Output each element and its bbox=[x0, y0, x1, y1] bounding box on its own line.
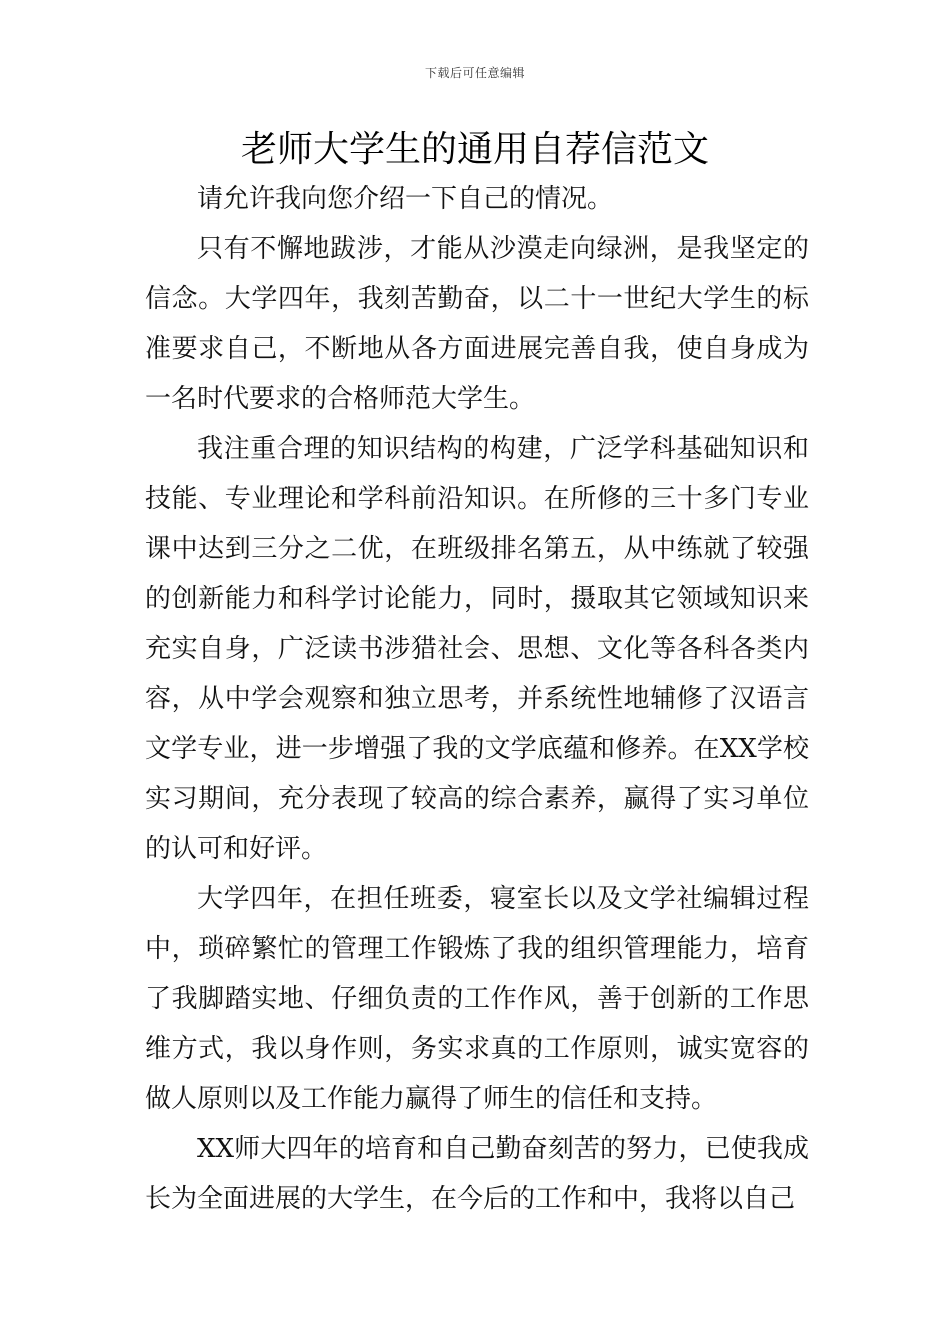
paragraph-knowledge: 我注重合理的知识结构的构建，广泛学科基础知识和技能、专业理论和学科前沿知识。在所修的三十多门专业课中达到三分之二优，在班级排名第五，从中练就了较强的创新能力和科学讨论能力，同时，摄取其它领域知识来充实自身，广泛读书涉猎社会、思想、文化等各科各类内容，从中学会观察和独立思考，并系统性地辅修了汉语言文学专业，进一步增强了我的文学底蕴和修养。在XX学校实习期间，充分表现了较高的综合素养，赢得了实习单位的认可和好评。 bbox=[145, 434, 809, 864]
document-title: 老师大学生的通用自荐信范文 bbox=[240, 129, 709, 170]
page-header-note: 下载后可任意编辑 bbox=[424, 66, 525, 80]
paragraph-experience: 大学四年，在担任班委，寝室长以及文学社编辑过程中，琐碎繁忙的管理工作锻炼了我的组织管理能力，培育了我脚踏实地、仔细负责的工作作风，善于创新的工作思维方式，我以身作则，务实求真的工作原则，诚实宽容的做人原则以及工作能力赢得了师生的信任和支持。 bbox=[145, 884, 809, 1114]
paragraph-belief: 只有不懈地跋涉，才能从沙漠走向绿洲，是我坚定的信念。大学四年，我刻苦勤奋，以二十一世纪大学生的标准要求自己，不断地从各方面进展完善自我，使自身成为一名时代要求的合格师范大学生。 bbox=[145, 234, 809, 414]
paragraph-intro: 请允许我向您介绍一下自己的情况。 bbox=[197, 184, 614, 214]
document-body bbox=[145, 174, 809, 1224]
paragraph-conclusion: XX师大四年的培育和自己勤奋刻苦的努力，已使我成长为全面进展的大学生，在今后的工作和中，我将以自己 bbox=[145, 1134, 809, 1214]
